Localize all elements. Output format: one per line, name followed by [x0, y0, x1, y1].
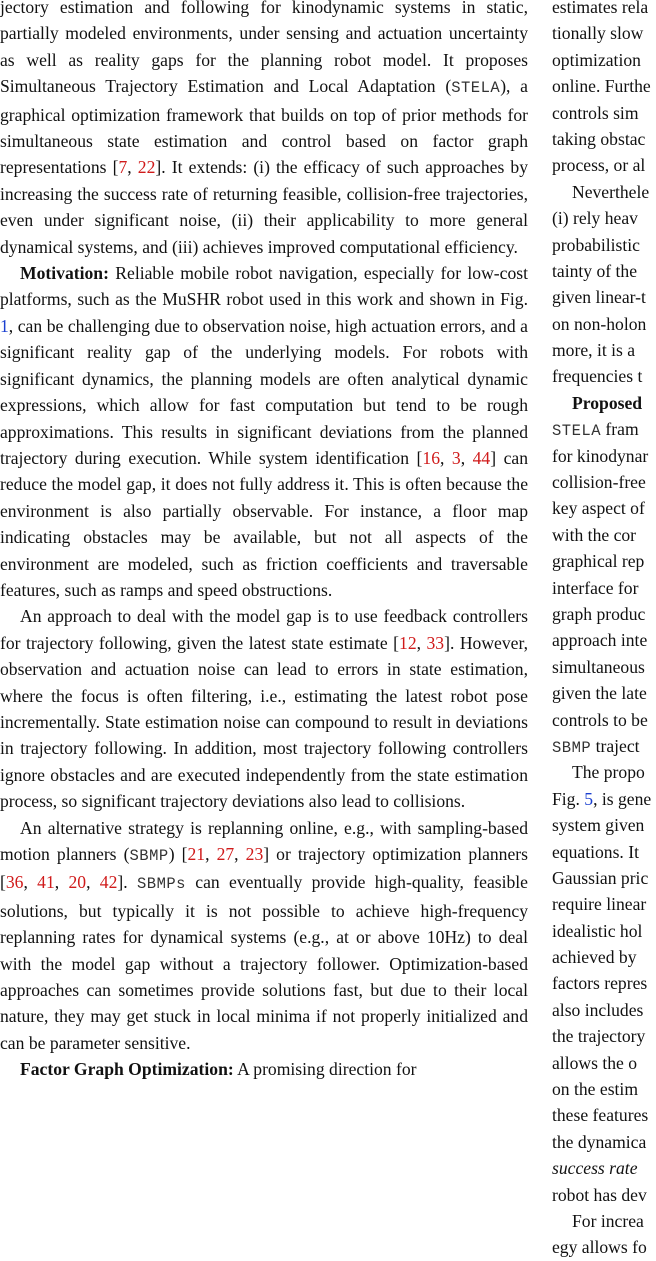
right-column-line: these features [552, 1105, 649, 1126]
right-column-line: collision-free [552, 472, 646, 493]
right-column-line: graphical rep [552, 551, 645, 572]
right-column-line: more, it is a [552, 340, 636, 361]
citation-link[interactable]: 22 [137, 157, 156, 178]
right-column-line: require linear [552, 894, 647, 915]
citation-link[interactable]: 44 [472, 447, 491, 468]
right-column-line: (i) rely heav [552, 208, 638, 229]
right-column-line: achieved by [552, 947, 637, 968]
citation-link[interactable]: 23 [245, 844, 264, 864]
right-column-line: The propo [572, 762, 645, 783]
citation-link[interactable]: 33 [426, 632, 445, 653]
citation-link[interactable]: 21 [187, 844, 206, 864]
right-column-line: key aspect of [552, 498, 645, 519]
right-column-line: idealistic hol [552, 920, 643, 941]
right-column-line: system given [552, 815, 645, 836]
factor-graph-heading: Factor Graph Optimization: [20, 1059, 234, 1080]
intro-first-line: jectory estimation and following for kinodynamic systems [0, 0, 451, 17]
right-column-line: success rate [552, 1158, 638, 1179]
right-column-line: the trajectory [552, 1026, 646, 1047]
right-column-line: on the estim [552, 1079, 639, 1100]
sbmp-acronym: SBMP [129, 847, 169, 865]
right-column-line: with the cor [552, 524, 637, 545]
right-column-line: Neverthele [572, 181, 650, 202]
citation-link[interactable]: 41 [37, 872, 55, 893]
right-column-line: taking obstac [552, 128, 646, 149]
right-column-line: controls sim [552, 102, 639, 123]
right-column-line: factors repres [552, 973, 648, 994]
right-column-line: simultaneous [552, 656, 645, 677]
right-column-line: Proposed [572, 392, 643, 413]
right-column-line: equations. It [552, 841, 639, 862]
right-column-line: For increa [572, 1210, 644, 1231]
right-column-line: robot has dev [552, 1184, 647, 1205]
right-column-line: probabilistic [552, 234, 640, 255]
right-column-line: for kinodynar [552, 445, 649, 466]
paragraph-motivation: Motivation: Reliable mobile robot navigation, especially for low-cost platforms, such as the MuSHR robot used in this work and shown in Fig. 1, can be challenging due to observation noise, high actuation errors, and a significant reality gap of the underlying models. For robots with significant dynamics, the planning models are often analytical dynamic expressions, which allow for fast computation but tend to be rough approximations. This results in significant deviations from the planned trajectory during execution. While system identification [16, 3, 44] can reduce the model gap, it does not fully address it. This is often because the environment is also partially observable. For instance, a floor map indicating obstacles may be available, but not all aspects of the environment are modeled, such as friction coefficients and traversable features, such as ramps and speed obstructions. [0, 263, 529, 600]
paragraph-intro: jectory estimation and following for kinodynamic systems in static, partially modeled environments, under sensing and actuation uncertainty as well as reality gaps for the planning robot model. It proposes Simultaneous Trajectory Estimation and Local Adaptation (STELA), a graphical optimization framework that builds on top of prior methods for simultaneous state estimation and control based on factor graph representations [7, 22]. It extends: (i) the efficacy of such approaches by increasing the success rate of returning feasible, collision-free trajectories, even under significant noise, (ii) their applicability to more general dynamical systems, and (iii) achieves improved computational efficiency. [0, 0, 528, 260]
stela-acronym: STELA [451, 79, 501, 98]
citation-link[interactable]: 42 [99, 872, 118, 893]
right-column-line: controls to be [552, 709, 648, 730]
citation-link[interactable]: 12 [399, 632, 417, 653]
right-column-line: graph produc [552, 603, 646, 624]
right-column-line: given the late [552, 683, 647, 704]
paragraph-replanning: An alternative strategy is replanning online, e.g., with sampling-based motion planners (SBMP) [21, 27, 23] or trajectory optimization planners [36, 41, 20, 42]. SBMPs can eventually provide high-quality, feasible solutions, but typically it is not possible to achieve high-frequency replanning rates for dynamical systems (e.g., at or above 10Hz) to deal with the model gap without a trajectory follower. Optimization-based approaches can sometimes provide solutions fast, but due to their local nature, they may get stuck in local minima if not properly initialized and can be parameter sensitive. [0, 817, 528, 1053]
right-column-line: online. Furthe [552, 76, 651, 97]
citation-link[interactable]: 7 [118, 157, 128, 178]
right-column-line: approach inte [552, 630, 648, 651]
right-column-line: process, or al [552, 155, 646, 176]
sbmp-acronym: SBMPs [136, 875, 186, 894]
right-column-line: tainty of the [552, 260, 638, 281]
right-column-line: interface for [552, 577, 639, 598]
right-column-line: the dynamica [552, 1131, 647, 1152]
citation-link[interactable]: 3 [451, 447, 461, 468]
right-column-line: optimization [552, 49, 641, 70]
right-column-line: given linear-t [552, 287, 646, 308]
right-column-line: egy allows fo [552, 1237, 647, 1258]
citation-link[interactable]: 16 [422, 447, 440, 468]
right-column-line: Gaussian pric [552, 867, 649, 888]
paragraph-factor-graph: Factor Graph Optimization: A promising direction for [20, 1059, 417, 1080]
paragraph-feedback: An approach to deal with the model gap is to use feedback controllers for trajectory following, given the latest state estimate [12, 33]. However, observation and actuation noise can lead to errors in state estimation, where the focus is often filtering, i.e., estimating the latest robot pose incrementally. State estimation noise can compound to result in deviations in trajectory following. In addition, most trajectory following controllers ignore obstacles and are executed independently from the state estimation process, so significant trajectory deviations also lead to collisions. [0, 606, 529, 812]
right-column-line: STELA fram [552, 419, 639, 441]
citation-link[interactable]: 20 [68, 872, 87, 893]
right-column-line: Fig. 5, is gene [552, 788, 652, 809]
right-column-fragment [552, 0, 656, 1261]
right-column-line: SBMP traject [552, 735, 640, 757]
figure-link[interactable]: 1 [0, 315, 9, 336]
right-column-line: estimates rela [552, 0, 649, 17]
motivation-heading: Motivation: [20, 263, 109, 284]
right-column-line: frequencies t [552, 366, 643, 387]
citation-link[interactable]: 27 [216, 844, 235, 864]
right-column-line: allows the o [552, 1052, 638, 1073]
right-column-line: on non-holon [552, 313, 647, 334]
citation-link[interactable]: 36 [5, 872, 24, 893]
right-column-line: also includes [552, 999, 644, 1020]
right-column-line: tionally slow [552, 23, 644, 44]
